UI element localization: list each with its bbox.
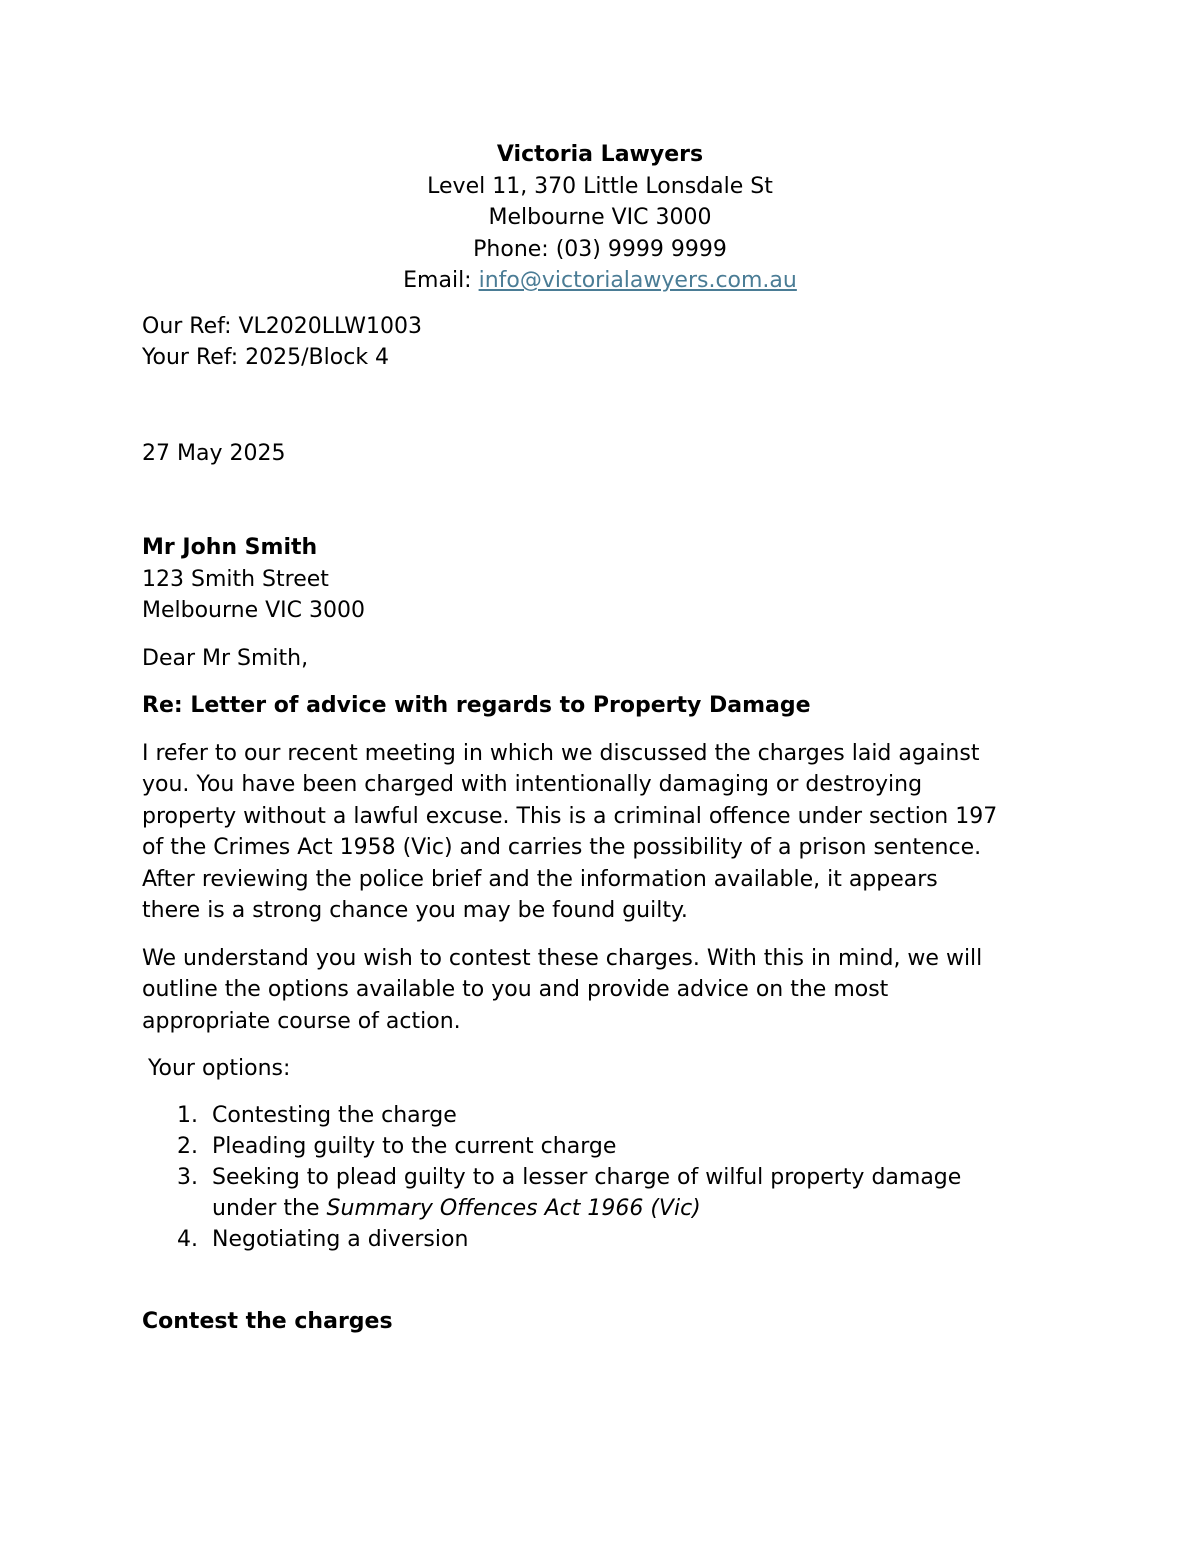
paragraph-line: outline the options available to you and provide advice on the most xyxy=(142,977,889,1002)
recipient-city: Melbourne VIC 3000 xyxy=(142,598,366,623)
list-item-text: Contesting the charge xyxy=(212,1102,457,1128)
email-line xyxy=(142,265,1058,297)
our-ref: Our Ref: VL2020LLW1003 xyxy=(142,313,423,339)
list-number: 3. xyxy=(177,1164,198,1190)
phone-line: Phone: (03) 9999 9999 xyxy=(473,236,727,262)
letter-page xyxy=(142,139,1062,1337)
recipient-block xyxy=(142,532,1062,627)
paragraph-line: After reviewing the police brief and the information available, it appears xyxy=(142,866,938,892)
list-number: 4. xyxy=(177,1227,198,1253)
list-item-continuation xyxy=(212,1193,1062,1224)
list-item xyxy=(142,1162,1062,1224)
paragraph-line: appropriate course of action. xyxy=(142,1008,461,1034)
list-item-text: Pleading guilty to the current charge xyxy=(212,1133,617,1159)
continuation-prefix: under the xyxy=(212,1196,327,1222)
paragraph-line: I refer to our recent meeting in which we discussed the charges laid against xyxy=(142,740,980,766)
list-item-text: Negotiating a diversion xyxy=(212,1227,469,1253)
paragraph-line: We understand you wish to contest these charges. With this in mind, we will xyxy=(142,945,983,971)
list-item-text: Seeking to plead guilty to a lesser charge of wilful property damage xyxy=(212,1164,962,1190)
options-list xyxy=(142,1100,1062,1256)
your-ref: Your Ref: 2025/Block 4 xyxy=(142,345,390,370)
list-number: 2. xyxy=(177,1133,198,1159)
list-item xyxy=(142,1100,1062,1131)
salutation: Dear Mr Smith, xyxy=(142,645,309,671)
subject-line: Re: Letter of advice with regards to Property Damage xyxy=(142,693,811,718)
list-item xyxy=(142,1224,1062,1255)
paragraph-line: property without a lawful excuse. This is a criminal offence under section 197 xyxy=(142,803,998,829)
letter-date: 27 May 2025 xyxy=(142,440,286,466)
recipient-name: Mr John Smith xyxy=(142,535,318,560)
recipient-street: 123 Smith Street xyxy=(142,566,329,592)
references xyxy=(142,311,1062,374)
paragraph-contest xyxy=(142,943,1062,1038)
paragraph-line: of the Crimes Act 1958 (Vic) and carries the possibility of a prison sentence. xyxy=(142,835,982,860)
paragraph-line: you. You have been charged with intentionally damaging or destroying xyxy=(142,772,923,797)
list-item xyxy=(142,1131,1062,1162)
letterhead xyxy=(142,139,1058,297)
options-label: Your options: xyxy=(148,1056,291,1081)
address-line-1: Level 11, 370 Little Lonsdale St xyxy=(427,173,773,199)
firm-name: Victoria Lawyers xyxy=(496,142,704,167)
paragraph-line: there is a strong chance you may be found guilty. xyxy=(142,898,688,923)
paragraph-intro xyxy=(142,738,1062,927)
act-title: Summary Offences Act 1966 (Vic) xyxy=(326,1196,701,1222)
address-line-2: Melbourne VIC 3000 xyxy=(488,205,712,230)
email-label: Email: xyxy=(403,268,479,293)
email-link[interactable]: info@victorialawyers.com.au xyxy=(478,268,797,293)
list-number: 1. xyxy=(177,1102,198,1128)
section-heading: Contest the charges xyxy=(142,1308,393,1334)
